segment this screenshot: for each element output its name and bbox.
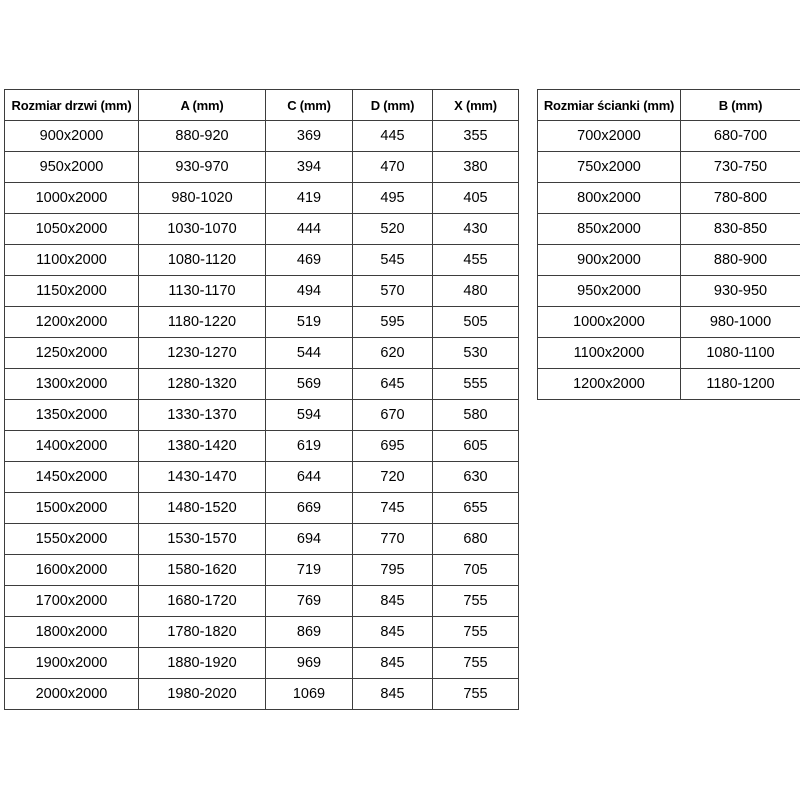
table-cell: 505	[433, 307, 519, 338]
table-row	[5, 493, 519, 524]
table-cell: 1780-1820	[139, 617, 266, 648]
table-cell: 1069	[266, 679, 353, 710]
header-row	[5, 90, 519, 121]
column-header: X (mm)	[433, 90, 519, 121]
table-row	[538, 338, 800, 369]
table-cell: 394	[266, 152, 353, 183]
table-cell: 1050x2000	[5, 214, 139, 245]
table-cell: 605	[433, 431, 519, 462]
table-cell: 380	[433, 152, 519, 183]
table-row	[5, 555, 519, 586]
table-cell: 580	[433, 400, 519, 431]
table-cell: 405	[433, 183, 519, 214]
table-cell: 2000x2000	[5, 679, 139, 710]
table-row	[538, 276, 800, 307]
table-cell: 730-750	[681, 152, 800, 183]
table-cell: 1980-2020	[139, 679, 266, 710]
table-cell: 519	[266, 307, 353, 338]
table-cell: 1400x2000	[5, 431, 139, 462]
table-cell: 1300x2000	[5, 369, 139, 400]
table-cell: 1100x2000	[5, 245, 139, 276]
table-cell: 445	[353, 121, 433, 152]
table-cell: 1230-1270	[139, 338, 266, 369]
table-cell: 594	[266, 400, 353, 431]
table-row	[5, 183, 519, 214]
table-cell: 1180-1200	[681, 369, 800, 400]
table-cell: 745	[353, 493, 433, 524]
table-cell: 1030-1070	[139, 214, 266, 245]
column-header: C (mm)	[266, 90, 353, 121]
table-row	[5, 121, 519, 152]
table-cell: 755	[433, 586, 519, 617]
table-row	[5, 369, 519, 400]
table-cell: 755	[433, 679, 519, 710]
table-cell: 369	[266, 121, 353, 152]
table-cell: 980-1020	[139, 183, 266, 214]
table-cell: 969	[266, 648, 353, 679]
table-row	[5, 586, 519, 617]
column-header: Rozmiar drzwi (mm)	[5, 90, 139, 121]
table-cell: 850x2000	[538, 214, 681, 245]
table-cell: 680-700	[681, 121, 800, 152]
table-cell: 880-900	[681, 245, 800, 276]
table-cell: 1280-1320	[139, 369, 266, 400]
table-cell: 880-920	[139, 121, 266, 152]
table-cell: 1200x2000	[538, 369, 681, 400]
table-cell: 845	[353, 617, 433, 648]
table-cell: 1330-1370	[139, 400, 266, 431]
table-cell: 1550x2000	[5, 524, 139, 555]
table-cell: 950x2000	[5, 152, 139, 183]
table-row	[5, 524, 519, 555]
table-cell: 680	[433, 524, 519, 555]
table-cell: 980-1000	[681, 307, 800, 338]
table-cell: 695	[353, 431, 433, 462]
table-cell: 455	[433, 245, 519, 276]
table-cell: 520	[353, 214, 433, 245]
table-row	[5, 648, 519, 679]
table-cell: 530	[433, 338, 519, 369]
table-row	[538, 307, 800, 338]
table-cell: 795	[353, 555, 433, 586]
table-cell: 800x2000	[538, 183, 681, 214]
table-cell: 700x2000	[538, 121, 681, 152]
table-row	[5, 152, 519, 183]
header-row	[538, 90, 800, 121]
column-header: D (mm)	[353, 90, 433, 121]
table-row	[538, 214, 800, 245]
table-cell: 1000x2000	[538, 307, 681, 338]
table-cell: 845	[353, 586, 433, 617]
table-row	[5, 307, 519, 338]
table-row	[5, 214, 519, 245]
table-cell: 480	[433, 276, 519, 307]
table-cell: 569	[266, 369, 353, 400]
table-cell: 645	[353, 369, 433, 400]
table-cell: 1350x2000	[5, 400, 139, 431]
table-cell: 930-970	[139, 152, 266, 183]
column-header: B (mm)	[681, 90, 800, 121]
table-row	[538, 121, 800, 152]
table-row	[5, 431, 519, 462]
table-cell: 869	[266, 617, 353, 648]
table-cell: 845	[353, 679, 433, 710]
table-cell: 619	[266, 431, 353, 462]
table-cell: 769	[266, 586, 353, 617]
table-cell: 719	[266, 555, 353, 586]
table-cell: 1530-1570	[139, 524, 266, 555]
table-cell: 1250x2000	[5, 338, 139, 369]
table-cell: 1500x2000	[5, 493, 139, 524]
table-cell: 780-800	[681, 183, 800, 214]
table-cell: 620	[353, 338, 433, 369]
table-cell: 830-850	[681, 214, 800, 245]
table-cell: 1700x2000	[5, 586, 139, 617]
table-cell: 755	[433, 648, 519, 679]
table-row	[5, 617, 519, 648]
table-cell: 770	[353, 524, 433, 555]
table-cell: 1200x2000	[5, 307, 139, 338]
table-cell: 655	[433, 493, 519, 524]
table-row	[5, 276, 519, 307]
table-cell: 494	[266, 276, 353, 307]
table-cell: 1000x2000	[5, 183, 139, 214]
door-sizes-table	[4, 89, 519, 710]
table-cell: 1380-1420	[139, 431, 266, 462]
table-cell: 545	[353, 245, 433, 276]
table-cell: 1800x2000	[5, 617, 139, 648]
table-cell: 1680-1720	[139, 586, 266, 617]
table-cell: 1900x2000	[5, 648, 139, 679]
table-cell: 705	[433, 555, 519, 586]
table-cell: 469	[266, 245, 353, 276]
table-cell: 1880-1920	[139, 648, 266, 679]
table-cell: 1450x2000	[5, 462, 139, 493]
wall-sizes-table	[537, 89, 800, 400]
table-cell: 544	[266, 338, 353, 369]
table-cell: 1430-1470	[139, 462, 266, 493]
table-cell: 1100x2000	[538, 338, 681, 369]
table-cell: 1180-1220	[139, 307, 266, 338]
table-cell: 670	[353, 400, 433, 431]
table-row	[5, 338, 519, 369]
table-row	[5, 245, 519, 276]
table-row	[538, 183, 800, 214]
table-cell: 950x2000	[538, 276, 681, 307]
table-cell: 570	[353, 276, 433, 307]
table-cell: 355	[433, 121, 519, 152]
column-header: Rozmiar ścianki (mm)	[538, 90, 681, 121]
table-row	[5, 462, 519, 493]
table-cell: 694	[266, 524, 353, 555]
table-cell: 845	[353, 648, 433, 679]
table-cell: 1130-1170	[139, 276, 266, 307]
table-cell: 755	[433, 617, 519, 648]
table-cell: 470	[353, 152, 433, 183]
table-cell: 630	[433, 462, 519, 493]
table-cell: 750x2000	[538, 152, 681, 183]
table-cell: 930-950	[681, 276, 800, 307]
table-cell: 900x2000	[5, 121, 139, 152]
table-row	[538, 152, 800, 183]
table-cell: 419	[266, 183, 353, 214]
table-cell: 555	[433, 369, 519, 400]
table-cell: 495	[353, 183, 433, 214]
table-cell: 900x2000	[538, 245, 681, 276]
table-cell: 720	[353, 462, 433, 493]
table-cell: 1080-1120	[139, 245, 266, 276]
table-cell: 1150x2000	[5, 276, 139, 307]
table-cell: 444	[266, 214, 353, 245]
table-cell: 669	[266, 493, 353, 524]
table-cell: 595	[353, 307, 433, 338]
table-row	[5, 400, 519, 431]
table-cell: 1600x2000	[5, 555, 139, 586]
table-row	[5, 679, 519, 710]
column-header: A (mm)	[139, 90, 266, 121]
table-cell: 430	[433, 214, 519, 245]
table-cell: 1080-1100	[681, 338, 800, 369]
table-cell: 1580-1620	[139, 555, 266, 586]
table-row	[538, 369, 800, 400]
table-cell: 644	[266, 462, 353, 493]
table-row	[538, 245, 800, 276]
table-cell: 1480-1520	[139, 493, 266, 524]
